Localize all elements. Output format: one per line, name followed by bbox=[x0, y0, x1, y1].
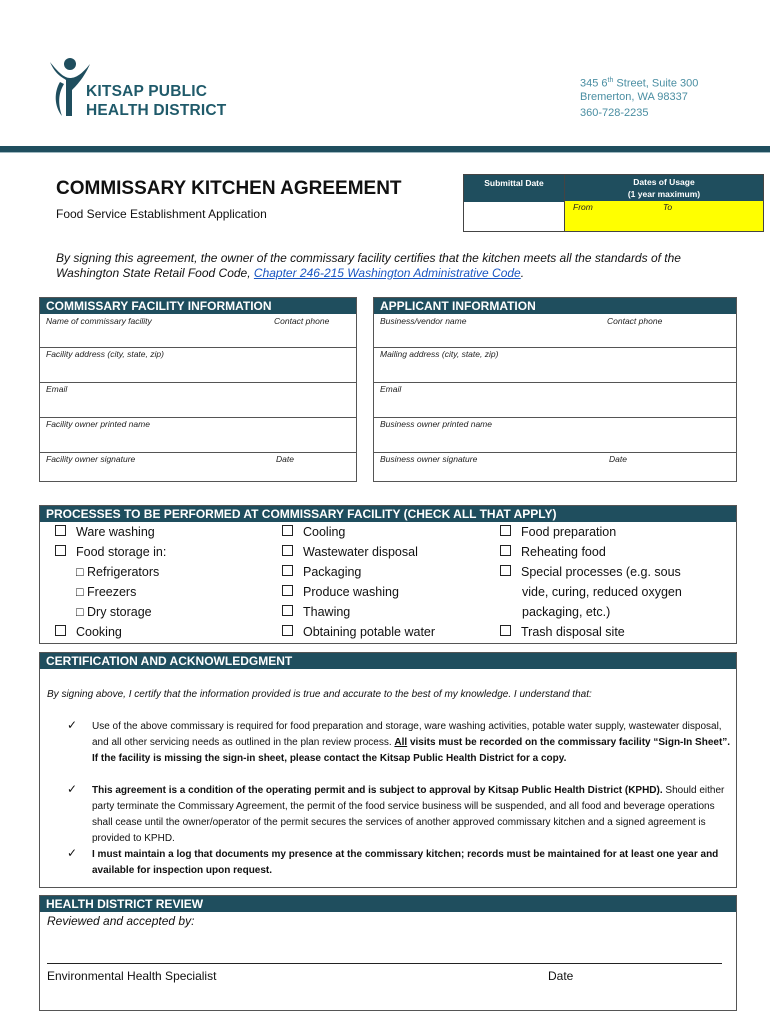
applicant-owner-signature-field[interactable] bbox=[374, 453, 736, 481]
certification-header: CERTIFICATION AND ACKNOWLEDGMENT bbox=[40, 653, 736, 669]
processes-col1 bbox=[55, 522, 265, 642]
applicant-name-field[interactable] bbox=[374, 314, 736, 347]
checkbox-icon[interactable] bbox=[500, 565, 511, 576]
wac-link[interactable]: Chapter 246-215 Washington Administrative Code bbox=[253, 266, 521, 280]
facility-email-field[interactable] bbox=[40, 383, 356, 417]
applicant-date-label: Date bbox=[609, 454, 627, 464]
review-header: HEALTH DISTRICT REVIEW bbox=[40, 896, 736, 912]
org-name-line1: KITSAP PUBLIC bbox=[86, 83, 208, 100]
certification-item-1: Use of the above commissary is required for food preparation and storage, ware washing activities, potable water supply, wastewater disposal, and all other servicing needs as outlined in the plan review process. All visits must be recorded on the commissary facility “Sign-In Sheet”. If the facility is missing the sign-in sheet, please contact the Kitsap Public Health District for a copy. bbox=[92, 721, 731, 764]
page-subtitle: Food Service Establishment Application bbox=[56, 207, 267, 221]
process-item[interactable]: Special processes (e.g. sous bbox=[500, 562, 730, 582]
header-divider-thin bbox=[0, 152, 770, 153]
applicant-address-field[interactable] bbox=[374, 348, 736, 382]
applicant-owner-name-field[interactable] bbox=[374, 418, 736, 452]
checkbox-icon[interactable] bbox=[282, 625, 293, 636]
to-label: To bbox=[663, 202, 673, 212]
checkbox-icon[interactable] bbox=[282, 585, 293, 596]
process-item[interactable]: Reheating food bbox=[500, 542, 730, 562]
org-name-line2: HEALTH DISTRICT bbox=[86, 102, 227, 119]
review-accepted-label: Reviewed and accepted by: bbox=[47, 914, 195, 928]
facility-date-label: Date bbox=[276, 454, 294, 464]
applicant-owner-signature-label: Business owner signature bbox=[380, 454, 478, 464]
facility-header: COMMISSARY FACILITY INFORMATION bbox=[40, 298, 356, 314]
usage-header: Dates of Usage (1 year maximum) bbox=[565, 175, 763, 202]
facility-phone-label: Contact phone bbox=[274, 316, 330, 326]
facility-name-label: Name of commissary facility bbox=[46, 316, 152, 326]
facility-address-label: Facility address (city, state, zip) bbox=[46, 349, 164, 359]
certification-item-2: This agreement is a condition of the operating permit and is subject to approval by Kitsap Public Health District (KPHD). Should either party terminate the Commissary Agreement, the permit of the food service business will be suspended, and all food and beverage operations shall cease until the owner/operator of the permit secures the services of another approved commissary kitchen and a signed agreement is provided to KPHD. bbox=[92, 785, 725, 844]
checkbox-icon[interactable] bbox=[500, 625, 511, 636]
applicant-email-label: Email bbox=[380, 384, 402, 394]
checkbox-icon[interactable] bbox=[282, 525, 293, 536]
checkbox-icon[interactable] bbox=[55, 525, 66, 536]
checkbox-icon[interactable] bbox=[282, 605, 293, 616]
facility-owner-signature-field[interactable] bbox=[40, 453, 356, 481]
intro-statement: By signing this agreement, the owner of the commissary facility certifies that the kitchen meets all the standards of the Washington State Retail Food Code, Chapter 246-215 Washington Administrative Code. bbox=[56, 251, 681, 280]
facility-address-field[interactable] bbox=[40, 348, 356, 382]
process-subitem[interactable]: □ Refrigerators bbox=[76, 565, 160, 579]
process-subitem[interactable]: □ Dry storage bbox=[76, 605, 152, 619]
submittal-table bbox=[463, 174, 764, 232]
usage-dates-field[interactable] bbox=[565, 201, 763, 231]
facility-email-label: Email bbox=[46, 384, 68, 394]
facility-owner-name-label: Facility owner printed name bbox=[46, 419, 150, 429]
applicant-section bbox=[373, 297, 737, 482]
processes-col3 bbox=[500, 522, 730, 642]
facility-name-field[interactable] bbox=[40, 314, 356, 347]
signature-line[interactable] bbox=[47, 963, 722, 964]
applicant-header: APPLICANT INFORMATION bbox=[374, 298, 736, 314]
address-line2: Bremerton, WA 98337 bbox=[580, 91, 688, 103]
checkbox-icon[interactable] bbox=[500, 545, 511, 556]
checkbox-icon[interactable] bbox=[55, 545, 66, 556]
address-line1: 345 6th Street, Suite 300 bbox=[580, 77, 699, 90]
process-item[interactable]: Food storage in: bbox=[55, 542, 265, 562]
check-icon: ✓ bbox=[67, 782, 78, 796]
certification-item-3: I must maintain a log that documents my presence at the commissary kitchen; records must be maintained for at least one year and available for inspection upon request. bbox=[92, 849, 719, 876]
applicant-owner-name-label: Business owner printed name bbox=[380, 419, 492, 429]
review-date-label: Date bbox=[548, 969, 574, 983]
page-title: COMMISSARY KITCHEN AGREEMENT bbox=[56, 178, 402, 199]
process-item[interactable]: Trash disposal site bbox=[500, 622, 730, 642]
process-item[interactable]: Cooking bbox=[55, 622, 265, 642]
process-item[interactable]: Wastewater disposal bbox=[282, 542, 492, 562]
process-item-continued: packaging, etc.) bbox=[522, 605, 611, 619]
applicant-phone-label: Contact phone bbox=[607, 316, 663, 326]
check-icon: ✓ bbox=[67, 846, 78, 860]
process-item[interactable]: Obtaining potable water bbox=[282, 622, 492, 642]
process-item[interactable]: Food preparation bbox=[500, 522, 730, 542]
phone: 360-728-2235 bbox=[580, 107, 649, 119]
facility-owner-signature-label: Facility owner signature bbox=[46, 454, 136, 464]
process-item[interactable]: Ware washing bbox=[55, 522, 265, 542]
submittal-date-field[interactable] bbox=[464, 201, 564, 231]
certification-intro: By signing above, I certify that the information provided is true and accurate to the best of my knowledge. I understand that: bbox=[47, 689, 592, 700]
checkbox-icon[interactable] bbox=[500, 525, 511, 536]
processes-col2 bbox=[282, 522, 492, 642]
review-section bbox=[39, 895, 737, 1011]
submittal-date-header: Submittal Date bbox=[464, 175, 564, 202]
process-item[interactable]: Thawing bbox=[282, 602, 492, 622]
process-item-continued: vide, curing, reduced oxygen bbox=[522, 585, 682, 599]
applicant-email-field[interactable] bbox=[374, 383, 736, 417]
facility-section bbox=[39, 297, 357, 482]
applicant-name-label: Business/vendor name bbox=[380, 316, 467, 326]
applicant-address-label: Mailing address (city, state, zip) bbox=[380, 349, 499, 359]
check-icon: ✓ bbox=[67, 718, 78, 732]
process-item[interactable]: Cooling bbox=[282, 522, 492, 542]
from-label: From bbox=[573, 202, 593, 212]
checkbox-icon[interactable] bbox=[282, 565, 293, 576]
checkbox-icon[interactable] bbox=[55, 625, 66, 636]
process-item[interactable]: Packaging bbox=[282, 562, 492, 582]
process-subitem[interactable]: □ Freezers bbox=[76, 585, 137, 599]
checkbox-icon[interactable] bbox=[282, 545, 293, 556]
facility-owner-name-field[interactable] bbox=[40, 418, 356, 452]
processes-header: PROCESSES TO BE PERFORMED AT COMMISSARY FACILITY (CHECK ALL THAT APPLY) bbox=[40, 506, 736, 522]
process-item[interactable]: Produce washing bbox=[282, 582, 492, 602]
specialist-label: Environmental Health Specialist bbox=[47, 969, 217, 983]
